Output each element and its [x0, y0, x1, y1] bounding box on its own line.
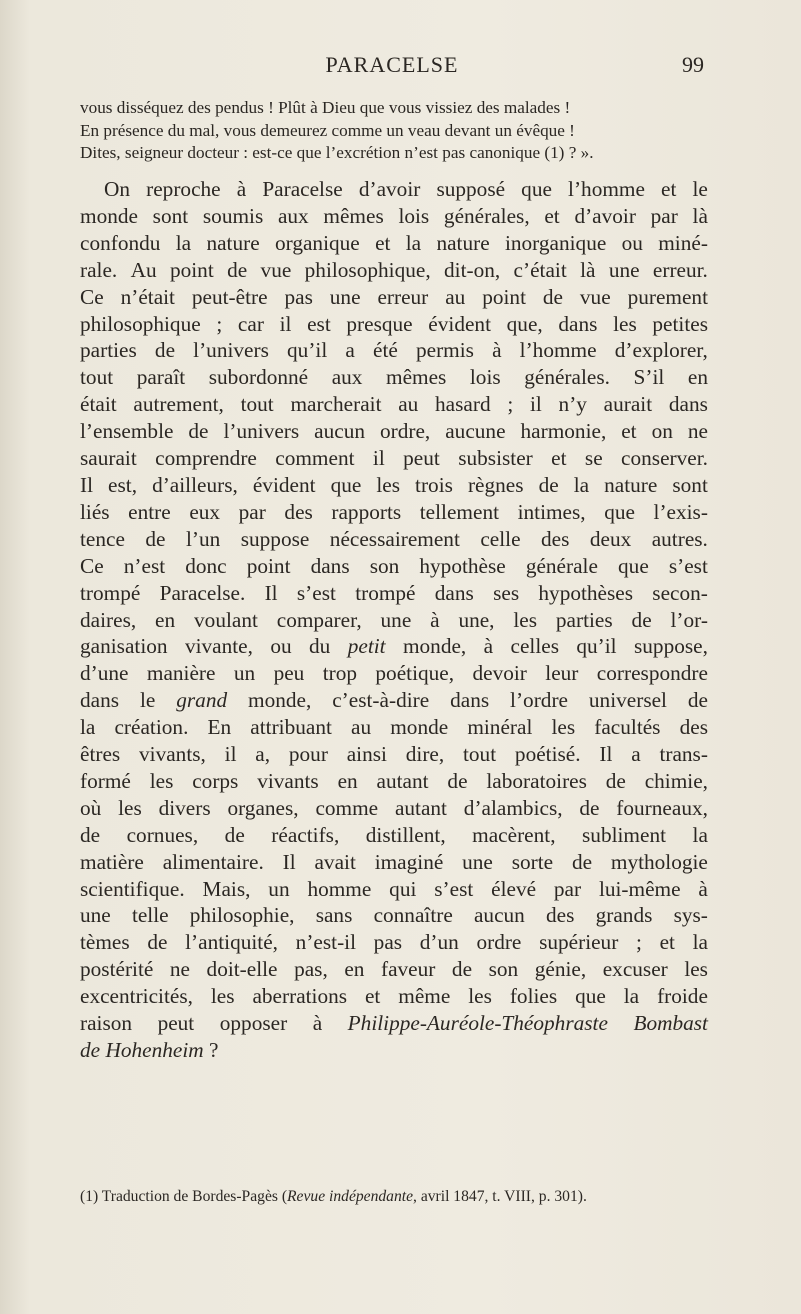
- text-line: êtres vivants, il a, pour ainsi dire, tout poétisé. Il a trans-: [80, 742, 708, 767]
- text-line: l’ensemble de l’univers aucun ordre, aucune harmonie, et on ne: [80, 419, 708, 444]
- text-line: matière alimentaire. Il avait imaginé une sorte de mythologie: [80, 849, 708, 874]
- text-line: tout paraît subordonné aux mêmes lois générales. S’il en: [80, 365, 708, 390]
- text-line: monde sont soumis aux mêmes lois générales, et d’avoir par là: [80, 203, 708, 228]
- text-line: rale. Au point de vue philosophique, dit-on, c’était là une erreur.: [80, 257, 708, 282]
- quote-line: Dites, seigneur docteur : est-ce que l’excrétion n’est pas canonique (1) ? ».: [80, 143, 594, 162]
- text-line: dans le grand monde, c’est-à-dire dans l’ordre universel de: [80, 688, 708, 713]
- page-header: [80, 52, 704, 82]
- text-line: scientifique. Mais, un homme qui s’est élevé par lui-même à: [80, 876, 708, 901]
- page-number: 99: [682, 52, 704, 77]
- text-line: une telle philosophie, sans connaître aucun des grands sys-: [80, 903, 708, 928]
- text-line: Il est, d’ailleurs, évident que les trois règnes de la nature sont: [80, 472, 708, 497]
- footnote-journal: Revue indépendante: [287, 1188, 414, 1205]
- text-line: On reproche à Paracelse d’avoir supposé que l’homme et le: [104, 177, 708, 201]
- text-line: ganisation vivante, ou du petit monde, à celles qu’il suppose,: [80, 634, 708, 659]
- quote-line: En présence du mal, vous demeurez comme un veau devant un évêque !: [80, 120, 575, 140]
- text-line: trompé Paracelse. Il s’est trompé dans ses hypothèses secon-: [80, 580, 708, 605]
- main-paragraph: [80, 176, 708, 1064]
- text-line: de Hohenheim ?: [80, 1038, 219, 1062]
- text-line: raison peut opposer à Philippe-Auréole-Théophraste Bombast: [80, 1011, 708, 1036]
- text-line: daires, en voulant comparer, une à une, les parties de l’or-: [80, 607, 708, 632]
- text-line: liés entre eux par des rapports tellement intimes, que l’exis-: [80, 499, 708, 524]
- text-line: philosophique ; car il est presque évident que, dans les petites: [80, 311, 708, 336]
- text-line: confondu la nature organique et la nature inorganique ou miné-: [80, 230, 708, 255]
- quote-block: [80, 97, 708, 165]
- text-line: saurait comprendre comment il peut subsister et se conserver.: [80, 446, 708, 471]
- text-line: Ce n’était peut-être pas une erreur au point de vue purement: [80, 284, 708, 309]
- text-line: postérité ne doit-elle pas, en faveur de son génie, excuser les: [80, 957, 708, 982]
- footnote-prefix: (1) Traduction de Bordes-Pagès (: [80, 1188, 288, 1205]
- running-title: PARACELSE: [325, 52, 459, 77]
- footnote: [80, 1188, 708, 1206]
- text-line: était autrement, tout marcherait au hasard ; il n’y aurait dans: [80, 392, 708, 417]
- text-line: de cornues, de réactifs, distillent, macèrent, subliment la: [80, 822, 708, 847]
- text-line: tèmes de l’antiquité, n’est-il pas d’un ordre supérieur ; et la: [80, 930, 708, 955]
- footnote-suffix: , avril 1847, t. VIII, p. 301).: [413, 1188, 587, 1205]
- text-line: Ce n’est donc point dans son hypothèse générale que s’est: [80, 553, 708, 578]
- text-line: où les divers organes, comme autant d’alambics, de fourneaux,: [80, 795, 708, 820]
- text-line: la création. En attribuant au monde minéral les facultés des: [80, 715, 708, 740]
- text-line: excentricités, les aberrations et même les folies que la froide: [80, 984, 708, 1009]
- quote-line: vous disséquez des pendus ! Plût à Dieu que vous vissiez des malades !: [80, 98, 571, 117]
- text-line: tence de l’un suppose nécessairement celle des deux autres.: [80, 526, 708, 551]
- text-line: d’une manière un peu trop poétique, devoir leur correspondre: [80, 661, 708, 686]
- text-line: formé les corps vivants en autant de laboratoires de chimie,: [80, 768, 708, 793]
- text-line: parties de l’univers qu’il a été permis à l’homme d’explorer,: [80, 338, 708, 363]
